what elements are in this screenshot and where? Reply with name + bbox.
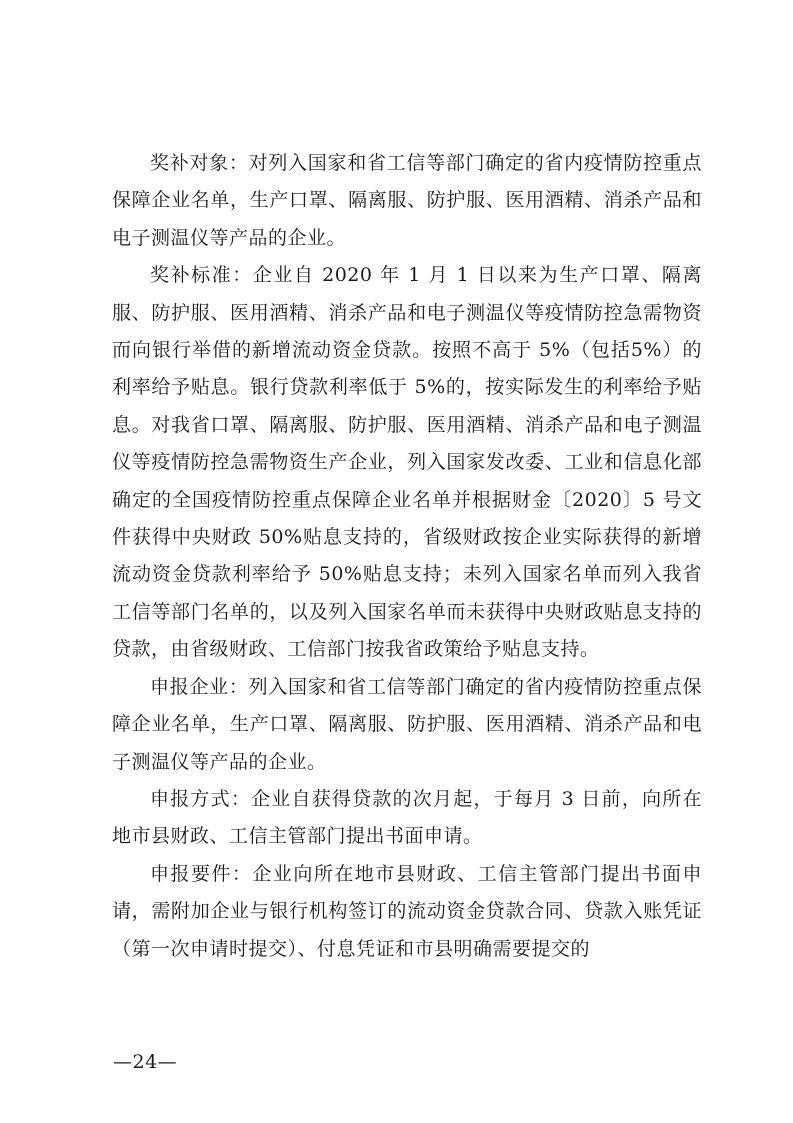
paragraph-application-method: 申报方式：企业自获得贷款的次月起，于每月 3 日前，向所在地市县财政、工信主管部门提出书面申请。 — [112, 787, 702, 848]
document-body — [112, 145, 702, 968]
paragraph-award-target: 奖补对象：对列入国家和省工信等部门确定的省内疫情防控重点保障企业名单，生产口罩、隔离服、防护服、医用酒精、消杀产品和电子测温仪等产品的企业。 — [112, 152, 702, 249]
paragraph-application-requirements: 申报要件：企业向所在地市县财政、工信主管部门提出书面申请，需附加企业与银行机构签订的流动资金贷款合同、贷款入账凭证（第一次申请时提交）、付息凭证和市县明确需要提交的 — [112, 862, 702, 960]
page-number: —24— — [113, 1051, 178, 1073]
paragraph-award-standard: 奖补标准：企业自 2020 年 1 月 1 日以来为生产口罩、隔离服、防护服、医用酒精、消杀产品和电子测温仪等疫情防控急需物资而向银行举借的新增流动资金贷款。按照不高于 5%（包括5%）的利率给予贴息。银行贷款利率低于 5%的，按实际发生的利率给予贴息。对我省口罩、隔离服、防护服、医用酒精、消杀产品和电子测温仪等疫情防控急需物资生产企业，列入国家发改委、工业和信息化部确定的全国疫情防控重点保障企业名单并根据财金〔2020〕5 号文件获得中央财政 50%贴息支持的，省级财政按企业实际获得的新增流动资金贷款利率给予 50%贴息支持；未列入国家名单而列入我省工信等部门名单的，以及列入国家名单而未获得中央财政贴息支持的贷款，由省级财政、工信部门按我省政策给予贴息支持。 — [112, 264, 702, 661]
paragraph-applicant: 申报企业：列入国家和省工信等部门确定的省内疫情防控重点保障企业名单，生产口罩、隔离服、防护服、医用酒精、消杀产品和电子测温仪等产品的企业。 — [112, 675, 702, 773]
